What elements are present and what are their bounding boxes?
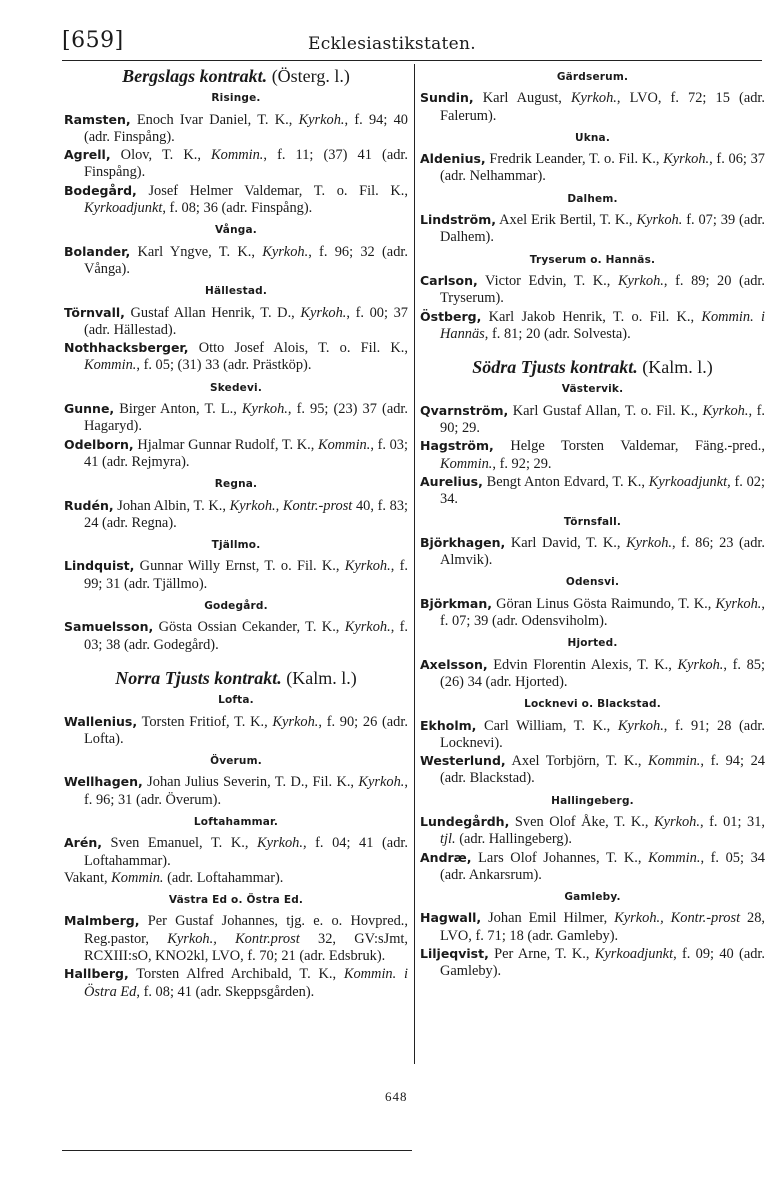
- clergy-title: Kyrkoh.: [702, 402, 749, 419]
- parish-heading: Skedevi.: [209, 381, 263, 394]
- running-head: Ecklesiastikstaten.: [308, 34, 476, 54]
- clergy-title: Kommin. i Hannäs: [440, 308, 765, 342]
- clergy-title: Kyrkoh.: [617, 272, 664, 289]
- clergy-surname: Westerlund,: [420, 753, 506, 769]
- parish-heading: Tryserum o. Hannäs.: [529, 253, 656, 266]
- clergy-surname: Lundegårdh,: [420, 813, 510, 829]
- entry-text: Edvin Florentin Alexis, T. K.,: [487, 656, 678, 673]
- entry-text: Lars Olof Johannes, T. K.,: [471, 849, 649, 866]
- entry-text: , f. 95; (23) 37 (adr. Hagaryd).: [84, 401, 408, 435]
- parish-heading: Loftahammar.: [193, 815, 279, 828]
- clergy-entry: [64, 965, 408, 1001]
- clergy-title: Kyrkoh.: [257, 835, 303, 852]
- parish-heading: Dalhem.: [567, 192, 618, 205]
- entry-text: , f. 09; 40 (adr. Gamleby).: [440, 946, 765, 980]
- clergy-title: Kyrkoh.: [654, 813, 700, 830]
- entry-text: , f. 85; (26) 34 (adr. Hjorted).: [440, 656, 765, 690]
- parish-heading: Godegård.: [204, 600, 268, 613]
- entry-text: Karl David, T. K.,: [505, 534, 627, 551]
- entry-text: , f. 01; 31,: [699, 813, 765, 830]
- parish-heading: Överum.: [210, 755, 262, 768]
- clergy-surname: Andræ,: [420, 849, 472, 865]
- clergy-entry: [64, 557, 408, 593]
- clergy-title: Kyrkoh.: [298, 111, 345, 128]
- clergy-title: Kyrkoh.: [344, 558, 391, 575]
- parish-heading: Törnsfall.: [563, 515, 622, 528]
- entry-text: Johan Albin, T. K.,: [113, 497, 230, 514]
- parish-heading: Odensvi.: [565, 576, 620, 589]
- clergy-surname: Björkman,: [420, 595, 492, 611]
- entry-text: , f. 07; 39 (adr. Odensviholm).: [440, 595, 765, 630]
- entry-text: Helge Torsten Valdemar, Fäng.-pred.,: [493, 438, 765, 455]
- clergy-surname: Rudén,: [64, 497, 114, 513]
- clergy-surname: Wellhagen,: [64, 774, 143, 790]
- clergy-entry: [420, 717, 765, 753]
- entry-text: Torsten Fritiof, T. K.,: [137, 713, 273, 730]
- entry-text: Per Arne, T. K.,: [488, 946, 595, 963]
- entry-text: , f. 81; 20 (adr. Solvesta).: [484, 325, 631, 342]
- clergy-surname: Odelborn,: [64, 436, 134, 452]
- parish-heading: Gärdserum.: [556, 71, 629, 83]
- entry-text: , f. 05; 34 (adr. Ankarsrum).: [440, 849, 765, 883]
- entry-text: Olov, T. K.,: [110, 147, 212, 164]
- clergy-surname: Östberg,: [420, 308, 482, 324]
- contract-name: Bergslags kontrakt.: [122, 66, 268, 86]
- right-column: [420, 64, 765, 981]
- clergy-title: Kyrkoh.: [344, 619, 391, 636]
- clergy-title: Kommin.: [317, 436, 371, 453]
- clergy-entry: [64, 497, 408, 533]
- contract-heading: [420, 359, 765, 376]
- clergy-entry: [420, 656, 765, 692]
- clergy-surname: Bolander,: [64, 243, 131, 259]
- clergy-surname: Lindquist,: [64, 558, 135, 574]
- entry-text: , f. 90; 26 (adr. Lofta).: [84, 713, 408, 747]
- clergy-entry: [64, 773, 408, 809]
- section-spacer: [64, 654, 408, 666]
- entry-text: 40, f. 83; 24 (adr. Regna).: [84, 497, 409, 531]
- clergy-title: Kyrkoh.: [262, 243, 309, 260]
- clergy-title: Kommin.: [648, 753, 701, 770]
- entry-text: f. 07; 39 (adr. Dalhem).: [440, 212, 765, 246]
- parish-heading: Risinge.: [211, 92, 261, 105]
- county-label: (Kalm. l.): [637, 357, 713, 378]
- clergy-entry: [420, 945, 765, 981]
- clergy-surname: Lindström,: [420, 212, 497, 228]
- clergy-surname: Hagström,: [420, 438, 494, 454]
- entry-text: , f. 00; 37 (adr. Hällestad).: [84, 304, 409, 338]
- clergy-title: Kyrkoh.: [241, 401, 288, 418]
- parish-heading: Hallingeberg.: [551, 794, 634, 807]
- clergy-title: Kyrkoadjunkt: [648, 473, 728, 490]
- contract-heading: [64, 68, 408, 85]
- entry-text: Johan Emil Hilmer,: [481, 910, 615, 927]
- entry-text: (adr. Hallingeberg).: [455, 831, 573, 848]
- clergy-title: tjl.: [440, 831, 456, 848]
- clergy-title: Kyrkoh., Kontr.prost: [167, 930, 300, 947]
- clergy-title: Kommin.: [84, 357, 137, 374]
- clergy-entry: [420, 909, 765, 945]
- entry-text: , f. 96; 31 (adr. Överum).: [84, 774, 408, 808]
- entry-text: , f. 05; (31) 33 (adr. Prästköp).: [136, 357, 312, 374]
- clergy-entry: [420, 813, 765, 849]
- entry-text: , f. 89; 20 (adr. Tryserum).: [440, 272, 765, 307]
- entry-text: Karl August,: [473, 90, 571, 107]
- clergy-entry: [64, 436, 408, 472]
- clergy-entry: [64, 339, 408, 375]
- clergy-entry: [420, 402, 765, 438]
- clergy-title: Kommin. i Östra Ed: [84, 966, 408, 1000]
- clergy-entry: [420, 89, 765, 125]
- clergy-surname: Gunne,: [64, 401, 115, 417]
- clergy-entry: [64, 713, 408, 749]
- county-label: (Kalm. l.): [281, 667, 357, 688]
- entry-text: Karl Yngve, T. K.,: [130, 243, 263, 260]
- clergy-title: Kyrkoh.: [636, 212, 683, 229]
- entry-text: , f. 86; 23 (adr. Almvik).: [440, 534, 765, 569]
- contract-name: Södra Tjusts kontrakt.: [472, 357, 638, 378]
- entry-text: , f. 04; 41 (adr. Loftahammar).: [84, 835, 408, 869]
- entry-text: , f. 08; 41 (adr. Skeppsgården).: [136, 983, 315, 1000]
- clergy-surname: Liljeqvist,: [420, 946, 489, 962]
- clergy-surname: Wallenius,: [64, 713, 138, 729]
- entry-text: , LVO, f. 72; 15 (adr. Falerum).: [440, 90, 765, 124]
- entry-text: Gustaf Allan Henrik, T. D.,: [124, 304, 301, 321]
- clergy-title: Kommin.: [440, 455, 493, 472]
- clergy-entry: [420, 308, 765, 344]
- clergy-surname: Axelsson,: [420, 656, 488, 672]
- entry-text: , f. 99; 31 (adr. Tjällmo).: [84, 558, 409, 592]
- clergy-surname: Ramsten,: [64, 111, 131, 127]
- clergy-entry: [420, 437, 765, 473]
- clergy-surname: Aurelius,: [420, 473, 483, 489]
- entry-text: Fredrik Leander, T. o. Fil. K.,: [485, 151, 664, 168]
- entry-text: Axel Erik Bertil, T. K.,: [496, 212, 637, 229]
- entry-text: Bengt Anton Edvard, T. K.,: [482, 473, 649, 490]
- clergy-surname: Nothhacksberger,: [64, 340, 189, 356]
- entry-text: , f. 02; 34.: [440, 473, 765, 508]
- clergy-surname: Ekholm,: [420, 717, 477, 733]
- clergy-title: Kyrkoh., Kontr.-prost: [229, 497, 353, 514]
- entry-text: , f. 90; 29.: [440, 402, 766, 437]
- clergy-title: Kyrkoh., Kontr.-prost: [614, 910, 741, 927]
- clergy-entry: [420, 473, 765, 509]
- clergy-entry: [64, 304, 408, 340]
- clergy-entry: [420, 211, 765, 247]
- clergy-surname: Malmberg,: [64, 913, 140, 929]
- entry-text: , f. 03; 38 (adr. Godegård).: [84, 619, 408, 653]
- clergy-entry: [420, 595, 765, 631]
- clergy-surname: Sundin,: [420, 90, 474, 106]
- clergy-entry: [420, 272, 765, 308]
- clergy-surname: Hallberg,: [64, 966, 129, 982]
- clergy-surname: Törnvall,: [64, 304, 125, 320]
- clergy-entry: [420, 534, 765, 570]
- clergy-title: Kommin.: [211, 147, 264, 164]
- clergy-surname: Samuelsson,: [64, 619, 154, 635]
- clergy-entry: [420, 150, 765, 186]
- contract-name: Norra Tjusts kontrakt.: [115, 667, 282, 688]
- clergy-surname: Bodegård,: [64, 182, 137, 198]
- clergy-entry: [64, 618, 408, 654]
- header-rule: [62, 60, 762, 61]
- section-spacer: [420, 343, 765, 355]
- entry-text: 32, GV:sJmt, RCXIII:sO, KNO2kl, LVO, f. 70; 21 (adr. Edsbruk).: [84, 930, 408, 965]
- left-column: [64, 64, 408, 1001]
- clergy-title: Kyrkoh.: [570, 90, 617, 107]
- entry-text: Johan Julius Severin, T. D., Fil. K.,: [142, 774, 359, 791]
- entry-text: Per Gustaf Johannes, tjg. e. o. Hovpred., Reg.pastor,: [84, 913, 408, 947]
- parish-heading: Gamleby.: [564, 891, 621, 904]
- entry-text: Enoch Ivar Daniel, T. K.,: [130, 111, 299, 128]
- clergy-surname: Hagwall,: [420, 910, 482, 926]
- entry-text: Gunnar Willy Ernst, T. o. Fil. K.,: [134, 558, 345, 575]
- clergy-surname: Qvarnström,: [420, 402, 509, 418]
- entry-text: Sven Olof Åke, T. K.,: [509, 813, 655, 830]
- entry-text: , f. 11; (37) 41 (adr. Finspång).: [84, 147, 409, 181]
- entry-text: 28, LVO, f. 71; 18 (adr. Gamleby).: [440, 910, 765, 944]
- page-number: 648: [385, 1089, 408, 1104]
- clergy-entry: [64, 834, 408, 870]
- clergy-title: Kyrkoadjunkt: [84, 200, 163, 217]
- clergy-title: Kyrkoadjunkt: [594, 946, 674, 963]
- entry-text: Hjalmar Gunnar Rudolf, T. K.,: [133, 436, 318, 453]
- entry-text: , f. 92; 29.: [492, 455, 552, 472]
- entry-text: Birger Anton, T. L.,: [114, 401, 242, 418]
- clergy-entry: [420, 849, 765, 885]
- entry-text: Vakant,: [64, 869, 112, 886]
- parish-heading: Vånga.: [215, 224, 257, 237]
- clergy-title: Kyrkoh.: [663, 151, 710, 168]
- entry-text: , f. 94; 24 (adr. Blackstad).: [440, 753, 765, 787]
- clergy-title: Kyrkoh.: [715, 595, 762, 612]
- entry-text: Victor Edvin, T. K.,: [477, 272, 618, 289]
- entry-text: Karl Jakob Henrik, T. o. Fil. K.,: [481, 308, 702, 325]
- entry-text: (adr. Loftahammar).: [163, 869, 284, 886]
- parish-heading: Locknevi o. Blackstad.: [524, 698, 661, 711]
- clergy-entry: [64, 243, 408, 279]
- parish-heading: Lofta.: [218, 694, 254, 707]
- parish-heading: Västervik.: [561, 383, 624, 396]
- entry-text: , f. 94; 40 (adr. Finspång).: [84, 111, 408, 145]
- clergy-title: Kommin.: [648, 849, 701, 866]
- entry-text: Göran Linus Gösta Raimundo, T. K.,: [492, 595, 716, 612]
- parish-heading: Hjorted.: [567, 637, 618, 650]
- clergy-entry: [64, 111, 408, 147]
- parish-heading: Ukna.: [574, 131, 611, 144]
- clergy-surname: Aldenius,: [420, 151, 486, 167]
- parish-heading: Regna.: [214, 478, 258, 491]
- clergy-title: Kyrkoh.: [300, 304, 347, 321]
- page-reference: [659]: [62, 28, 124, 53]
- entry-text: , f. 91; 28 (adr. Locknevi).: [440, 717, 765, 751]
- clergy-entry: [64, 912, 408, 965]
- clergy-title: Kyrkoh.: [358, 774, 405, 791]
- clergy-entry: [64, 400, 408, 436]
- clergy-entry: [420, 752, 765, 788]
- entry-text: Karl Gustaf Allan, T. o. Fil. K.,: [508, 402, 703, 419]
- entry-text: Sven Emanuel, T. K.,: [101, 835, 257, 852]
- clergy-title: Kyrkoh.: [626, 534, 673, 551]
- county-label: (Österg. l.): [267, 66, 350, 86]
- entry-text: , f. 06; 37 (adr. Nelhammar).: [440, 151, 766, 185]
- clergy-surname: Agrell,: [64, 147, 111, 163]
- entry-text: Otto Josef Alois, T. o. Fil. K.,: [188, 340, 408, 357]
- clergy-entry: [64, 870, 408, 887]
- clergy-entry: [64, 182, 408, 218]
- entry-text: Axel Torbjörn, T. K.,: [505, 753, 649, 770]
- entry-text: Josef Helmer Valdemar, T. o. Fil. K.,: [136, 182, 408, 199]
- contract-heading: [64, 667, 408, 688]
- footer-rule: [62, 1150, 412, 1151]
- clergy-surname: Björkhagen,: [420, 534, 506, 550]
- column-divider: [414, 64, 415, 1064]
- clergy-surname: Carlson,: [420, 272, 478, 288]
- entry-text: , f. 08; 36 (adr. Finspång).: [162, 200, 313, 217]
- parish-heading: Hällestad.: [204, 285, 268, 298]
- parish-heading: Tjällmo.: [211, 539, 261, 552]
- entry-text: , f. 03; 41 (adr. Rejmyra).: [84, 436, 408, 470]
- entry-text: Torsten Alfred Archibald, T. K.,: [128, 966, 344, 983]
- entry-text: , f. 96; 32 (adr. Vånga).: [84, 243, 408, 277]
- clergy-title: Kommin.: [111, 869, 164, 886]
- clergy-title: Kyrkoh.: [272, 713, 319, 730]
- entry-text: Carl William, T. K.,: [476, 717, 618, 734]
- entry-text: Gösta Ossian Cekander, T. K.,: [153, 619, 345, 636]
- parish-heading: Västra Ed o. Östra Ed.: [168, 894, 304, 907]
- clergy-title: Kyrkoh.: [677, 656, 724, 673]
- clergy-entry: [64, 146, 408, 182]
- clergy-surname: Arén,: [64, 835, 102, 851]
- clergy-title: Kyrkoh.: [617, 717, 664, 734]
